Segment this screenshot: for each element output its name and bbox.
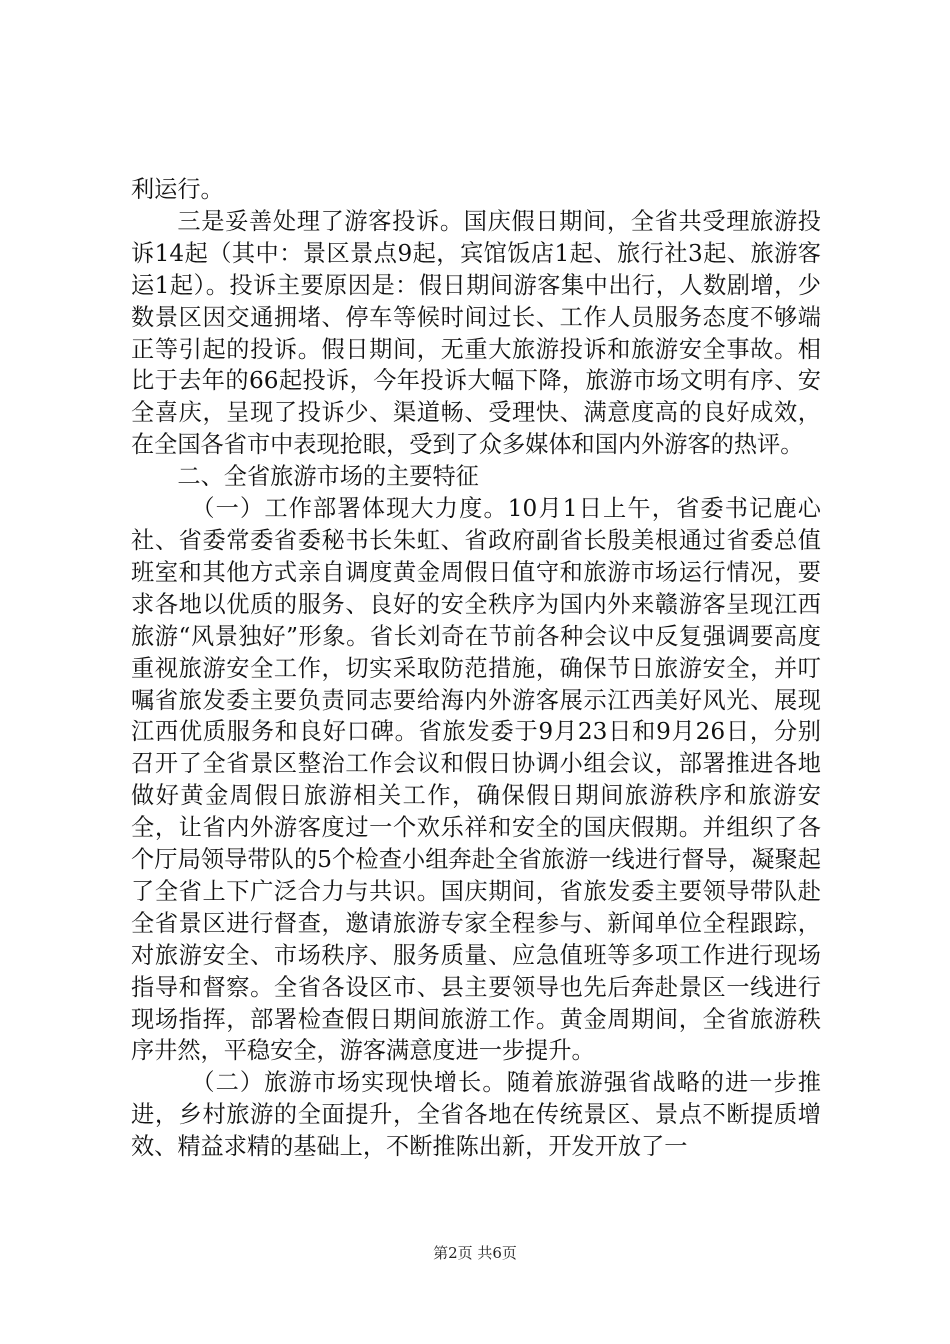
paragraph-complaints: 三是妥善处理了游客投诉。国庆假日期间，全省共受理旅游投诉14起（其中：景区景点9起，宾馆饭店1起、旅行社3起、旅游客运1起）。投诉主要原因是：假日期间游客集中出行，人数剧增，少数景区因交通拥堵、停车等候时间过长、工作人员服务态度不够端正等引起的投诉。假日期间，无重大旅游投诉和旅游安全事故。相比于去年的66起投诉，今年投诉大幅下降，旅游市场文明有序、安全喜庆，呈现了投诉少、渠道畅、受理快、满意度高的良好成效，在全国各省市中表现抢眼，受到了众多媒体和国内外游客的热评。 — [131, 207, 821, 459]
section-heading: 二、全省旅游市场的主要特征 — [177, 463, 479, 491]
body-text — [131, 174, 821, 1163]
paragraph-work-deployment: （一）工作部署体现大力度。10月1日上午，省委书记鹿心社、省委常委省委秘书长朱虹、省政府副省长殷美根通过省委总值班室和其他方式亲自调度黄金周假日值守和旅游市场运行情况，要求各地以优质的服务、良好的安全秩序为国内外来赣游客呈现江西旅游“风景独好”形象。省长刘奇在节前各种会议中反复强调要高度重视旅游安全工作，切实采取防范措施，确保节日旅游安全，并叮嘱省旅发委主要负责同志要给海内外游客展示江西美好风光、展现江西优质服务和良好口碑。省旅发委于9月23日和9月26日，分别召开了全省景区整治工作会议和假日协调小组会议，部署推进各地做好黄金周假日旅游相关工作，确保假日期间旅游秩序和旅游安全，让省内外游客度过一个欢乐祥和安全的国庆假期。并组织了各个厅局领导带队的5个检查小组奔赴全省旅游一线进行督导，凝聚起了全省上下广泛合力与共识。国庆期间，省旅发委主要领导带队赴全省景区进行督查，邀请旅游专家全程参与、新闻单位全程跟踪，对旅游安全、市场秩序、服务质量、应急值班等多项工作进行现场指导和督察。全省各设区市、县主要领导也先后奔赴景区一线进行现场指挥，部署检查假日期间旅游工作。黄金周期间，全省旅游秩序井然，平稳安全，游客满意度进一步提升。 — [131, 495, 821, 1065]
paragraph-market-growth: （二）旅游市场实现快增长。随着旅游强省战略的进一步推进，乡村旅游的全面提升，全省各地在传统景区、景点不断提质增效、精益求精的基础上，不断推陈出新，开发开放了一 — [131, 1069, 821, 1161]
paragraph-continuation: 利运行。 — [131, 176, 224, 203]
page-number-footer: 第2页 共6页 — [433, 1244, 517, 1262]
